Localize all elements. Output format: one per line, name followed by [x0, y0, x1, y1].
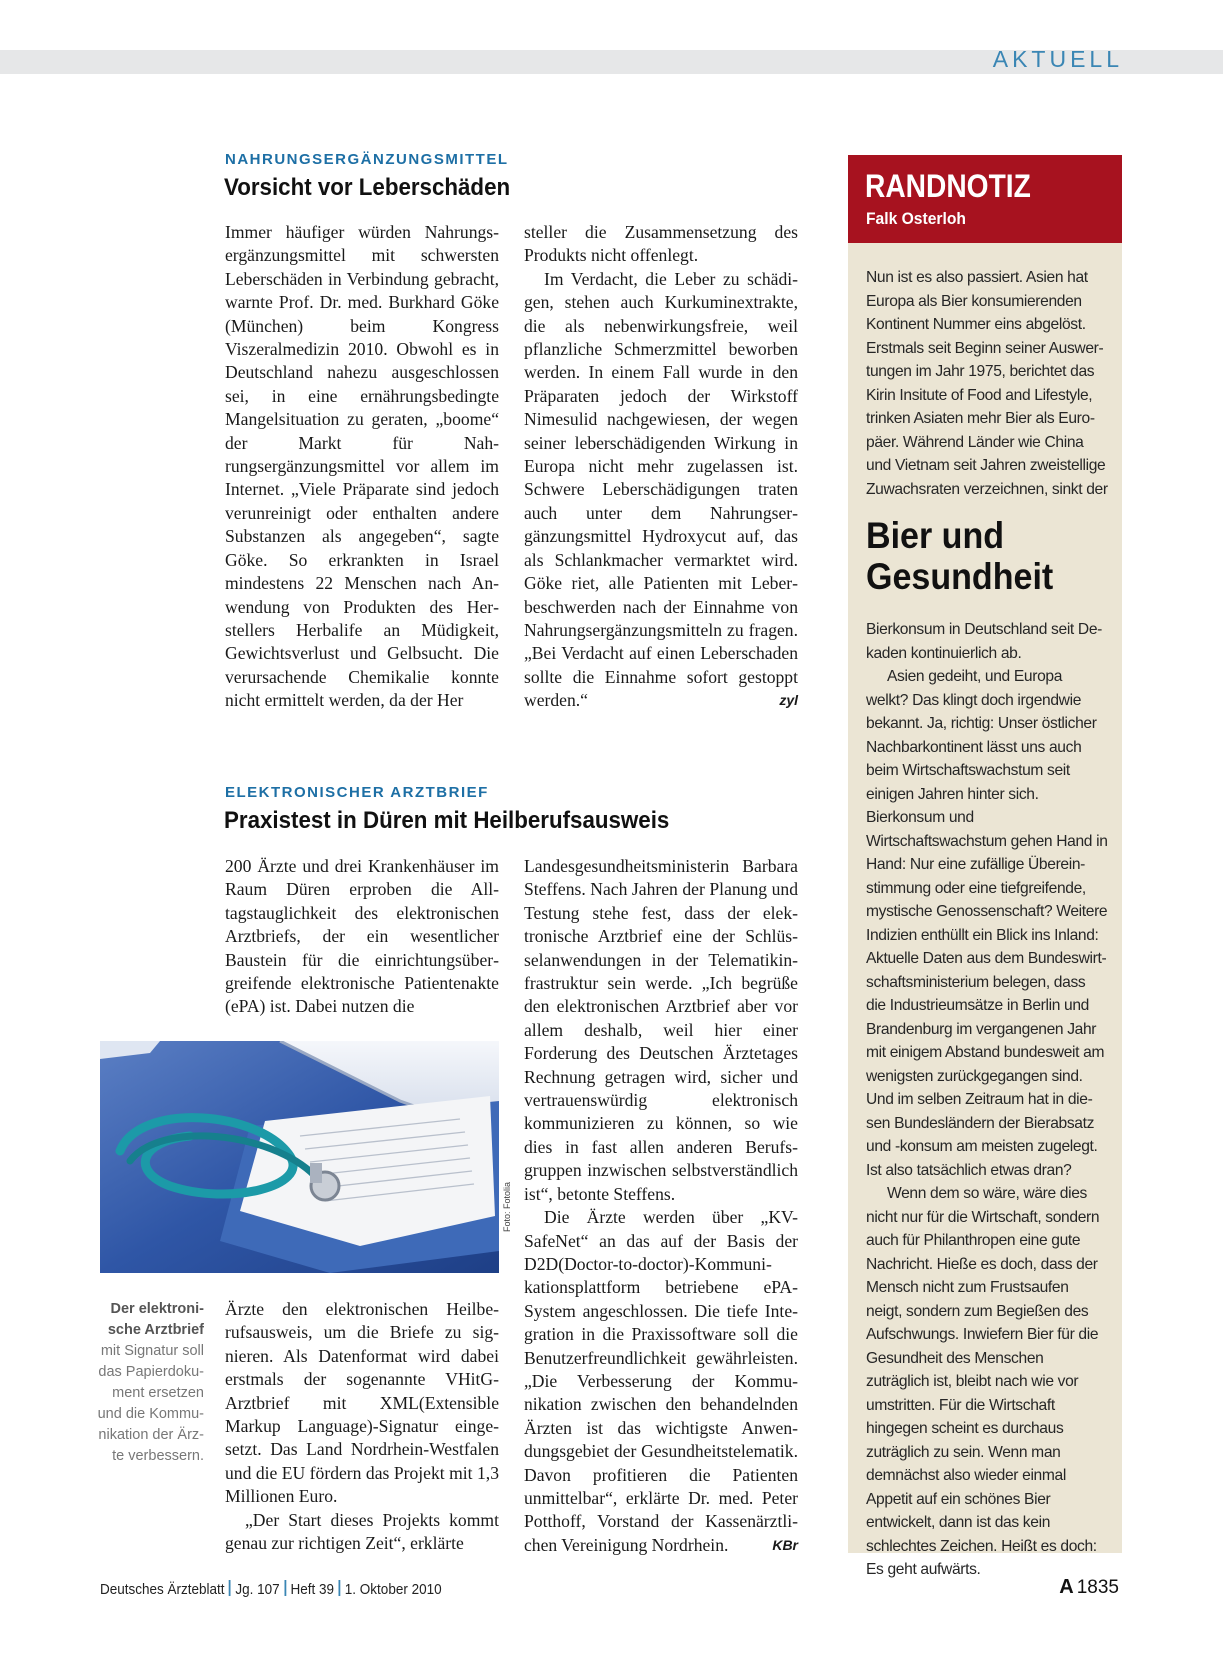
article2-col1-para2: Ärzte den elektronischen Heilberufsausweis, um die Briefe zu signieren. Als Datenformat wird dabei erstmals der sogenannte VHitG-Arztbrief mit XML(Extensible Markup Language)-Signatur eingesetzt. Das Land Nordrhein-Westfalen und die EU fördern das Projekt mit 1,3 Millionen Euro.: [225, 1299, 499, 1507]
article2-column-1-top: [225, 855, 499, 1019]
article2-col1-para1: 200 Ärzte und drei Krankenhäuser im Raum Düren erproben die Alltagstauglichkeit des elektronischen Arztbriefs, der ein wesentlicher Baustein für die einrichtungsübergreifende elektronische Patientenakte (ePA) ist. Dabei nutzen die: [225, 856, 499, 1017]
article1-col1-text: Immer häufiger würden Nahrungsergänzungsmittel mit schwersten Leberschäden in Verbindung gebracht, warnte Prof. Dr. med. Burkhard Göke (München) beim Kongress Viszeralmedizin 2010. Obwohl es in Deutschland nahezu ausgeschlossen sei, in eine ernährungsbedingte Mangelsituation zu geraten, „boome“ der Markt für Nahrungsergänzungsmittel vor allem im Internet. „Viele Präparate sind jedoch verunreinigt oder enthalten andere Substanzen als angegeben“, sagte Göke. So erkrankten in Israel mindestens 22 Menschen nach Anwendung von Produkten des Herstellers Herbalife an Müdigkeit, Gewichtsverlust und Gelbsucht. Die verursachende Chemikalie konnte nicht ermittelt werden, da der Her: [225, 222, 499, 711]
section-label: AKTUELL: [992, 46, 1123, 72]
article1-col2-para2: Im Verdacht, die Leber zu schädigen, stehen auch Kurkuminextrakte, die als nebenwirkungsfreie, weil pflanzliche Schmerzmittel beworben werden. In einem Fall wurde in den Präparaten jedoch der Wirkstoff Nimesulid nachgewiesen, der wegen seiner leberschädigenden Wirkung in Europa nicht mehr zugelassen ist. Schwere Leberschädigungen traten auch unter dem Nahrungsergänzungsmittel Hydroxycut auf, das als Schlankmacher vermarktet wird. Göke riet, alle Patienten mit Leberbeschwerden nach der Einnahme von Nahrungsergänzungsmitteln zu fragen. „Bei Verdacht auf einen Leberschaden sollte die Einnahme sofort gestoppt werden.“: [524, 268, 798, 711]
sidebar-body: [866, 618, 1108, 1582]
footer-date: 1. Oktober 2010: [344, 1581, 442, 1598]
sidebar-label: RANDNOTIZ: [865, 168, 1031, 204]
article1-kicker: NAHRUNGSERGÄNZUNGSMITTEL: [225, 151, 509, 168]
stethoscope-photo: [100, 1041, 499, 1273]
article2-col1-para3: „Der Start dieses Projekts kommt genau zur richtigen Zeit“, erklärte: [225, 1509, 499, 1554]
footer-separator: [339, 1580, 341, 1596]
article1-col2-para1: steller die Zusammensetzung des Produkts nicht offenlegt.: [524, 222, 798, 266]
sidebar-para3: Wenn dem so wäre, wäre dies nicht nur für die Wirtschaft, sondern auch für Philanthropen eine gute Nachricht. Hieße es doch, dass der Mensch nicht zum Frustsaufen neigt, sondern zum Begießen des Aufschwungs. Inwiefern Bier für die Gesundheit des Menschen zuträglich ist, bleibt nach wie vor umstritten. Für die Wirtschaft hingegen scheint es durchaus zuträglich zu sein. Wenn man demnächst also wieder einmal Appetit auf ein schönes Bier entwickelt, dann ist das kein schlechtes Zeichen. Heißt es doch: Es geht aufwärts.: [866, 1185, 1100, 1578]
footer-issue: Heft 39: [290, 1581, 334, 1598]
article2-column-1-bottom: [225, 1298, 499, 1555]
footer-volume: Jg. 107: [235, 1581, 280, 1598]
photo-credit: Foto: Fotolia: [502, 1181, 512, 1232]
sidebar-author: Falk Osterloh: [866, 209, 966, 228]
stethoscope-illustration: [100, 1041, 499, 1273]
sidebar-para1: Bierkonsum in Deutschland seit Dekaden kontinuierlich ab.: [866, 621, 1103, 662]
sidebar-intro: [866, 266, 1108, 501]
caption-bold: Der elektronische Arztbrief: [107, 1301, 204, 1338]
page-number: [1059, 1576, 1119, 1599]
page-prefix: A: [1059, 1576, 1074, 1598]
article2-title: Praxistest in Düren mit Heilberufsausweis: [224, 807, 670, 834]
article1-column-1: [225, 221, 499, 713]
sidebar-title: Bier und Gesundheit: [866, 515, 1054, 597]
caption-text: mit Signatur soll das Papierdokument ersetzen und die Kommunikation der Ärzte verbessern.: [97, 1343, 204, 1464]
article1-signature: zyl: [779, 692, 798, 709]
article1-column-2: [524, 221, 798, 713]
article2-col2-para1: Landesgesundheitsministerin Barbara Steffens. Nach Jahren der Planung und Testung stehe fest, dass der elektronische Arztbrief eine der Schlüsselanwendungen in der Telematikinfrastruktur sein werde. „Ich begrüße den elektronischen Arztbrief aber vor allem deshalb, weil hier einer Forderung des Deutschen Ärztetages Rechnung getragen wird, sicher und vertrauenswürdig elektronisch kommunizieren zu können, so wie dies in fast allen anderen Berufsgruppen inzwischen selbstverständlich ist“, betonte Steffens.: [524, 856, 798, 1204]
photo-caption: [96, 1299, 204, 1467]
sidebar-para2: Asien gedeiht, und Europa welkt? Das klingt doch irgendwie bekannt. Ja, richtig: Unser östlicher Nachbarkontinent lässt uns auch beim Wirtschaftswachstum seit einigen Jahren hinter sich. Bierkonsum und Wirtschaftswachstum gehen Hand in Hand: Nur eine zufällige Übereinstimmung oder eine tiefgreifende, mystische Genossenschaft? Weitere Indizien enthüllt ein Blick ins Inland: Aktuelle Daten aus dem Bundeswirtschaftsministerium belegen, dass die Industrieumsätze in Berlin und Brandenburg im vergangenen Jahr mit einigem Abstand bundesweit am wenigsten zurückgegangen sind. Und im selben Zeitraum hat in diesen Bundesländern der Bierabsatz und -konsum am meisten zugelegt. Ist also tatsächlich etwas dran?: [866, 668, 1108, 1179]
page-number-value: 1835: [1076, 1577, 1119, 1598]
article2-col2-para2: Die Ärzte werden über „KV-SafeNet“ an das auf der Basis der D2D(Doctor-to-doctor)-Kommunikationsplattform betriebene ePA-System angeschlossen. Die tiefe Integration in die Praxissoftware soll die Benutzerfreundlichkeit gewährleisten. „Die Verbesserung der Kommunikation zwischen den behandelnden Ärzten ist das wichtigste Anwendungsgebiet der Gesundheitstelematik. Davon profitieren die Patienten unmittelbar“, erklärte Dr. med. Peter Potthoff, Vorstand der Kassenärztlichen Vereinigung Nordrhein.: [524, 1207, 798, 1555]
footer-separator: [229, 1580, 231, 1596]
article1-title: Vorsicht vor Leberschäden: [224, 174, 511, 201]
footer-separator: [284, 1580, 286, 1596]
footer-citation: [100, 1580, 442, 1598]
article2-kicker: ELEKTRONISCHER ARZTBRIEF: [225, 784, 489, 801]
footer-journal: Deutsches Ärzteblatt: [100, 1581, 225, 1598]
sidebar-intro-text: Nun ist es also passiert. Asien hat Europa als Bier konsumierenden Kontinent Nummer eins abgelöst. Erstmals seit Beginn seiner Auswertungen im Jahr 1975, berichtet das Kirin Insitute of Food and Lifestyle, trinken Asiaten mehr Bier als Europäer. Während Länder wie China und Vietnam seit Jahren zweistellige Zuwachsraten verzeichnen, sinkt der: [866, 269, 1108, 498]
article2-signature: KBr: [772, 1536, 798, 1553]
article2-column-2: [524, 855, 798, 1557]
